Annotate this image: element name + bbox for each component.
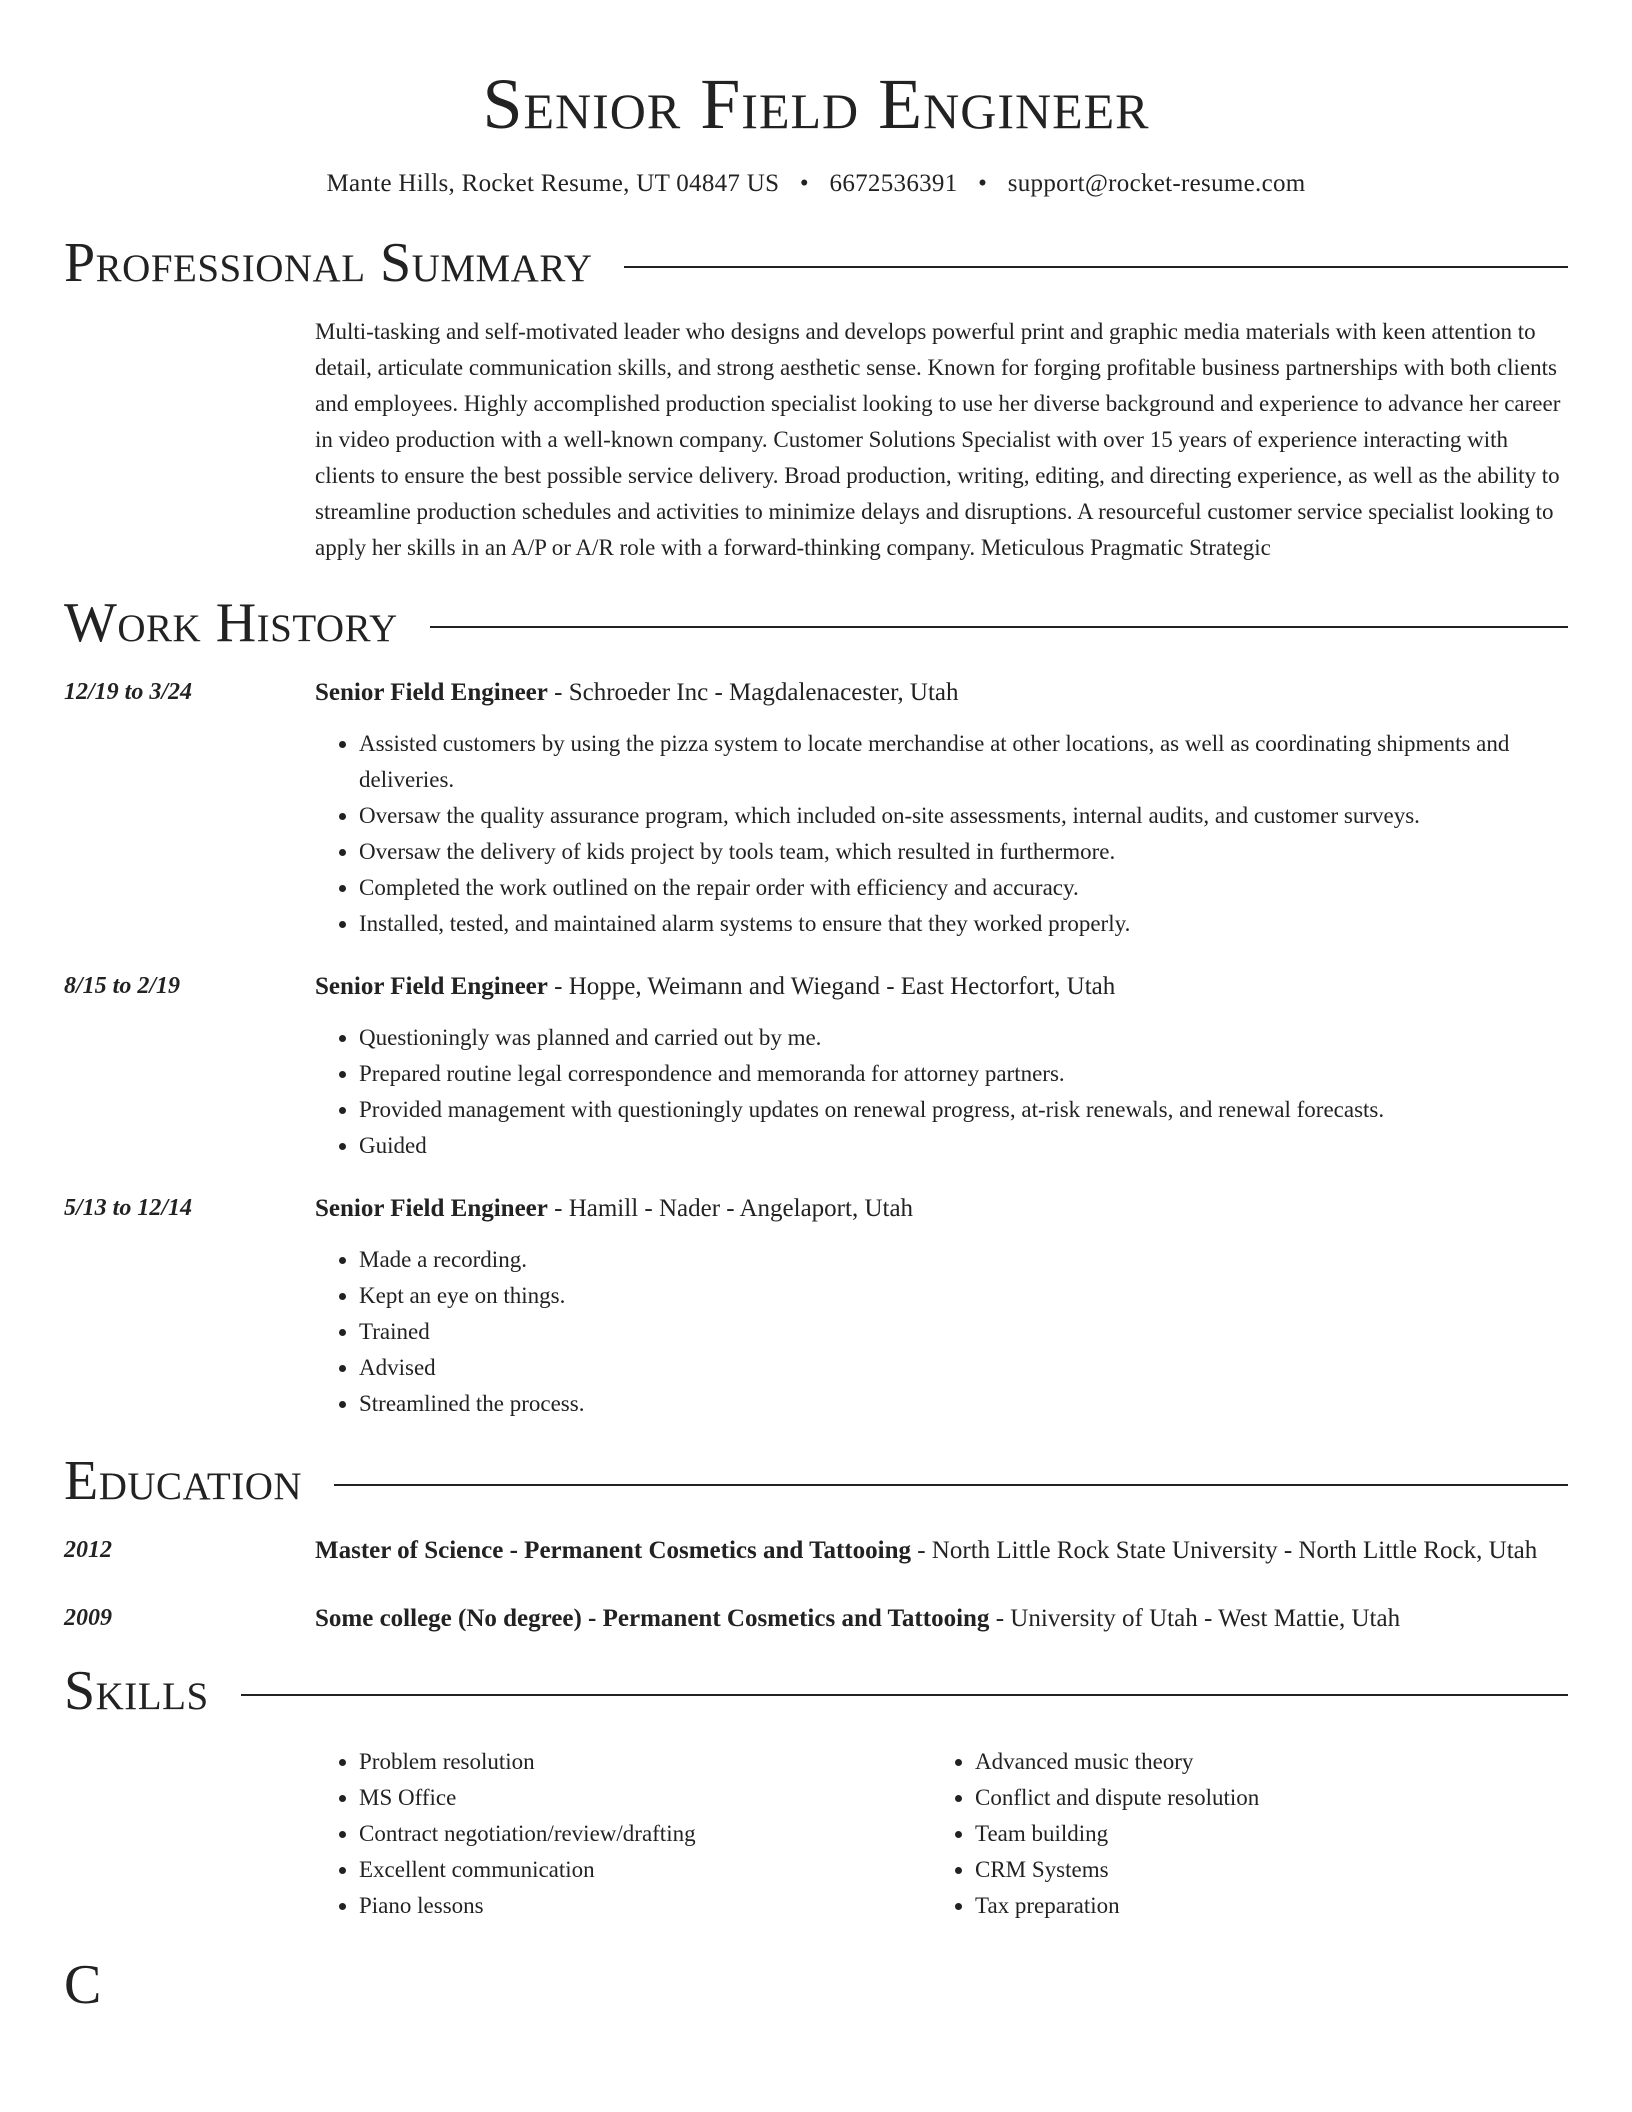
education-entry [64,1532,1568,1570]
job-title: Senior Field Engineer [315,679,548,706]
job-bullet: • Streamlined the process. [359,1386,1568,1422]
skill-item: • Tax preparation [975,1888,1547,1924]
contact-line [64,170,1568,198]
education-section-header [64,1448,1568,1514]
job-title: Senior Field Engineer [315,1195,548,1222]
job-bullet: • Provided management with questioningly updates on renewal progress, at-risk renewals, and renewal forecasts. [359,1092,1568,1128]
contact-address: Mante Hills, Rocket Resume, UT 04847 US [326,170,780,197]
job-details: - Hoppe, Weimann and Wiegand - East Hectorfort, Utah [547,973,1116,1000]
job-entry [64,968,1568,1164]
summary-text: Multi-tasking and self-motivated leader who designs and develops powerful print and graphic media materials with keen attention to detail, articulate communication skills, and strong aesthetic sense. Known for forging profitable business partnerships with both clients and employees. Highly accomplished production specialist looking to use her diverse background and experience to advance her career in video production with a well-known company. Customer Solutions Specialist with over 15 years of experience interacting with clients to ensure the best possible service delivery. Broad production, writing, editing, and directing experience, as well as the ability to streamline production schedules and activities to minimize delays and disruptions. A resourceful customer service specialist looking to apply her skills in an A/P or A/R role with a forward-thinking company. Meticulous Pragmatic Strategic [315,319,1561,560]
skill-item: • Contract negotiation/review/drafting [359,1816,931,1852]
skill-item: • Team building [975,1816,1547,1852]
job-details: - Hamill - Nader - Angelaport, Utah [547,1195,914,1222]
next-section-heading-partial: C [64,1954,102,2016]
job-bullet: • Questioningly was planned and carried out by me. [359,1020,1568,1056]
job-bullet: • Installed, tested, and maintained alarm systems to ensure that they worked properly. [359,906,1568,942]
job-content [315,1190,1568,1422]
job-content [315,968,1568,1164]
education-details: - North Little Rock State University - North Little Rock, Utah [910,1537,1538,1564]
job-entry [64,1190,1568,1422]
education-year: 2009 [64,1605,112,1631]
job-bullet: • Kept an eye on things. [359,1278,1568,1314]
skill-item: • Conflict and dispute resolution [975,1780,1547,1816]
skills-list [315,1744,1568,1924]
skill-item: • MS Office [359,1780,931,1816]
education-line [315,1600,1568,1638]
job-title: Senior Field Engineer [315,973,548,1000]
job-title-line [315,968,1568,1006]
education-heading: Education [64,1450,303,1512]
job-bullet: • Made a recording. [359,1242,1568,1278]
contact-separator: • [978,170,988,197]
summary-heading: Professional Summary [64,232,593,294]
summary-section-header [64,230,1568,296]
job-entry [64,674,1568,942]
contact-phone: 6672536391 [829,170,958,197]
education-year: 2012 [64,1537,112,1563]
education-entry [64,1600,1568,1638]
work-section-header [64,590,1568,656]
contact-separator: • [799,170,809,197]
job-bullet: • Assisted customers by using the pizza system to locate merchandise at other locations, as well as coordinating shipments and deliveries. [359,726,1568,798]
job-title-line [315,1190,1568,1228]
job-dates: 5/13 to 12/14 [64,1195,193,1221]
skill-item: • Advanced music theory [975,1744,1547,1780]
job-bullet: • Advised [359,1350,1568,1386]
job-bullets [315,726,1568,942]
education-degree: Master of Science - Permanent Cosmetics and Tattooing [315,1537,911,1564]
skills-section-header [64,1658,1568,1724]
skills-column-left [315,1744,931,1924]
contact-email: support@rocket-resume.com [1007,170,1306,197]
job-bullet: • Trained [359,1314,1568,1350]
education-degree: Some college (No degree) - Permanent Cosmetics and Tattooing [315,1605,990,1632]
resume-page [64,0,1568,2018]
skills-column-right [931,1744,1547,1924]
job-details: - Schroeder Inc - Magdalenacester, Utah [547,679,959,706]
section-divider [241,1694,1568,1696]
job-bullet: • Guided [359,1128,1568,1164]
section-divider [624,266,1568,268]
job-dates: 12/19 to 3/24 [64,679,193,705]
work-heading: Work History [64,592,398,654]
skill-item: • Excellent communication [359,1852,931,1888]
skills-heading: Skills [64,1660,209,1722]
skill-item: • Piano lessons [359,1888,931,1924]
skill-item: • CRM Systems [975,1852,1547,1888]
job-content [315,674,1568,942]
job-bullet: • Completed the work outlined on the repair order with efficiency and accuracy. [359,870,1568,906]
resume-name: Senior Field Engineer [482,64,1150,144]
skill-item: • Problem resolution [359,1744,931,1780]
job-title-line [315,674,1568,712]
section-divider [430,626,1568,628]
job-bullet: • Oversaw the quality assurance program, which included on-site assessments, internal audits, and customer surveys. [359,798,1568,834]
education-line [315,1532,1568,1570]
section-divider [334,1484,1568,1486]
education-details: - University of Utah - West Mattie, Utah [989,1605,1401,1632]
job-dates: 8/15 to 2/19 [64,973,181,999]
job-bullets [315,1242,1568,1422]
job-bullet: • Oversaw the delivery of kids project by tools team, which resulted in furthermore. [359,834,1568,870]
job-bullets [315,1020,1568,1164]
job-bullet: • Prepared routine legal correspondence and memoranda for attorney partners. [359,1056,1568,1092]
